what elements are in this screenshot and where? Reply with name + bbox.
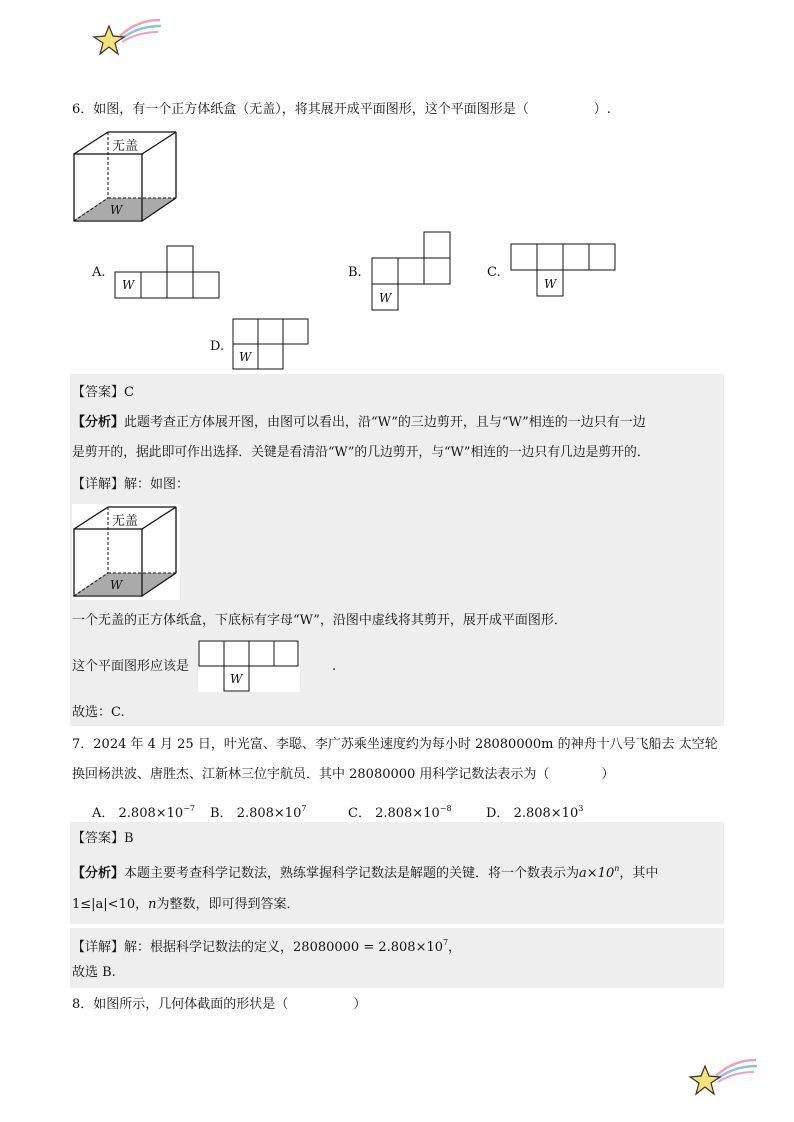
q7-conclusion: 故选 B.: [72, 965, 116, 980]
q6-option-c-net: [510, 243, 620, 299]
q7-option-a[interactable]: A． $2.808\times 10^{-7}$: [92, 804, 195, 821]
q6-option-a-label[interactable]: A.: [92, 265, 106, 280]
q6-analysis-line1: 【分析】此题考查正方体展开图，由图可以看出，沿“W”的三边剪开，且与“W”相连的一边只有一边: [72, 415, 646, 430]
q6-detail-line1: 【详解】解：如图：: [72, 477, 190, 492]
q6-answer: 【答案】C: [72, 385, 134, 400]
answer-net-letter: W: [230, 672, 243, 686]
net-d-letter: W: [239, 350, 252, 364]
cube-figure: [72, 130, 178, 224]
q6-option-c-label[interactable]: C.: [487, 265, 501, 280]
q6-detail-line3: 这个平面图形应该是: [72, 659, 190, 674]
q6-analysis-line2: 是剪开的，据此即可作出选择．关键是看清沿“W”的几边剪开，与“W”相连的一边只有几边是剪开的．: [72, 445, 650, 460]
q7-option-b[interactable]: B． $2.808\times 10^7$: [210, 804, 307, 821]
net-c-letter: W: [544, 277, 557, 291]
q7-option-c[interactable]: C． $2.808\times 10^{-8}$: [348, 804, 452, 821]
cube-letter: W: [110, 203, 123, 217]
q6-question: 6．如图，有一个正方体纸盒（无盖），将其展开成平面图形，这个平面图形是（ ）.: [72, 102, 611, 117]
q6-option-b-net: [370, 231, 452, 313]
q6-option-a-net: [114, 245, 222, 301]
q6-option-b-label[interactable]: B.: [348, 265, 362, 280]
net-b-letter: W: [379, 291, 392, 305]
q7-detail: 【详解】解：根据科学记数法的定义，$28080000 = 2.808\times 10^7$，: [72, 938, 462, 955]
q7-line1: 7．2024 年 4 月 25 日，叶光富、李聪、李广苏乘坐速度约为每小时 28080000m 的神舟十八号飞船去 太空轮: [72, 737, 718, 752]
answer-net: [198, 640, 302, 694]
q7-analysis-line2: 1≤|a|<10，n为整数，即可得到答案．: [72, 897, 300, 912]
star-decoration-top-icon: [92, 14, 164, 58]
q6-option-d-net: [232, 318, 312, 374]
q7-analysis-line1: 【分析】本题主要考查科学记数法，熟练掌握科学记数法是解题的关键．将一个数表示为$a\times 10^n$，其中: [72, 864, 659, 881]
star-decoration-bottom-icon: [688, 1054, 760, 1098]
q6-detail-period: .: [332, 659, 337, 674]
q6-detail-line2: 一个无盖的正方体纸盒，下底标有字母“W”，沿图中虚线将其剪开，展开成平面图形．: [72, 613, 567, 628]
q6-option-d-label[interactable]: D.: [210, 339, 225, 354]
cube-label: 无盖: [112, 139, 139, 154]
q8-question: 8．如图所示，几何体截面的形状是（ ）: [72, 997, 367, 1012]
q7-answer: 【答案】B: [72, 831, 134, 846]
q6-conclusion: 故选：C.: [72, 705, 125, 720]
q7-line2: 换回杨洪波、唐胜杰、江新林三位宇航员．其中 28080000 用科学记数法表示为（ ）: [72, 767, 615, 782]
cube-2-label: 无盖: [112, 514, 139, 529]
cube-figure-2: [72, 505, 178, 599]
net-a-letter: W: [122, 278, 135, 292]
cube-2-letter: W: [110, 578, 123, 592]
q7-option-d[interactable]: D． $2.808\times 10^3$: [486, 804, 584, 821]
